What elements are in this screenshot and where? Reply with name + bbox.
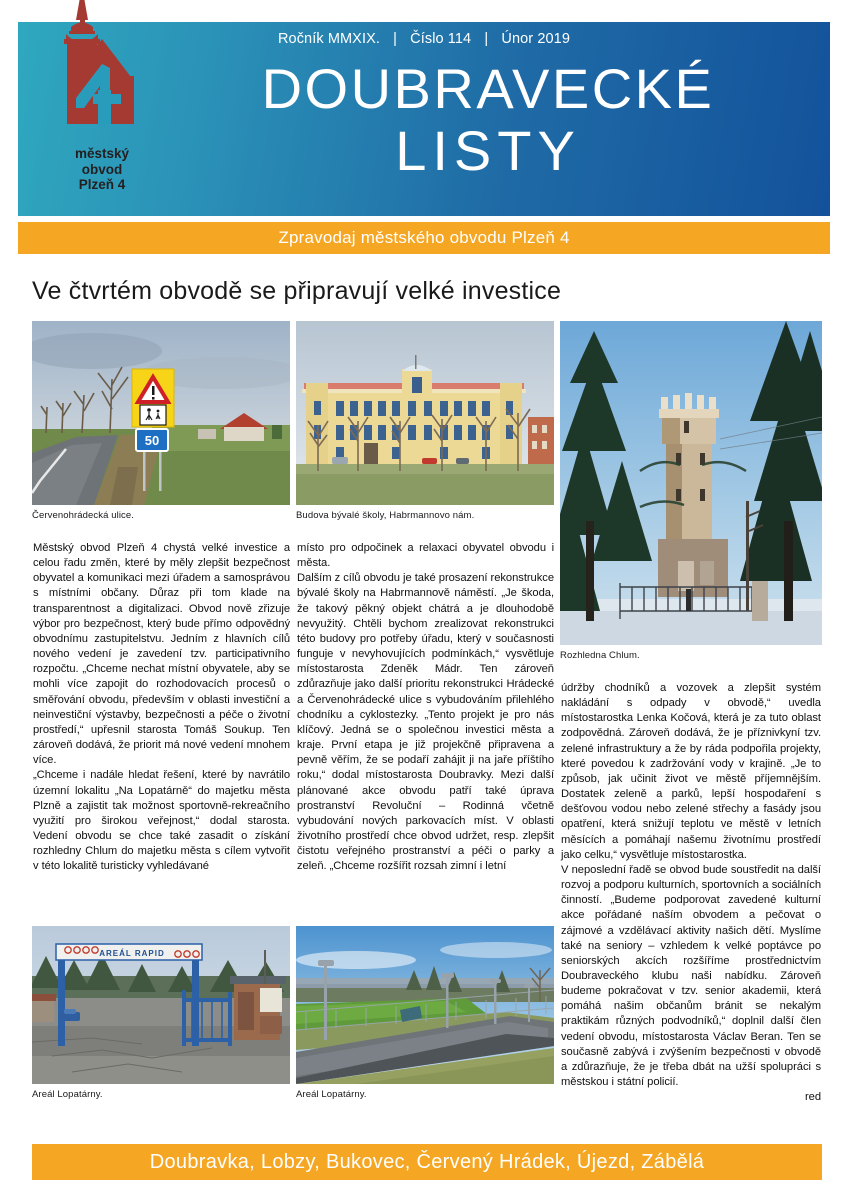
article-column-2 xyxy=(297,541,554,874)
article-paragraph: V neposlední řadě se obvod bude soustředit na další rozvoj a podporu kulturních, sportovních a sociálních činností. „Budeme podporovat zavedené kulturní akce pořádané naším obvodem a pečovat o zájmové a vzdělávací aktivity našich dětí. Myslíme také na seniory – vzhledem k velké poptávce po seniorských akcích rozšíříme prostřednictvím Doubraveckého klubu naši nabídku. Zároveň budeme pokračovat v tzv. senior akademii, která pomáhá našim občanům bránit se nekalým praktikám různých podvodníků,“ doplnil další člen vedení obvodu, místostarosta Václav Beran. Ten se současně zabývá i zvýšením bezpečnosti v obvodě a zdůrazňuje, že je třeba dbát na užší spolupráci s městskou i státní policií. xyxy=(561,863,821,1089)
article-column-1 xyxy=(33,541,290,874)
svg-text:50: 50 xyxy=(144,433,160,448)
logo-caption xyxy=(36,146,168,193)
photo-cervenohradecka-street xyxy=(32,321,290,505)
photo-lopatarna-gate xyxy=(32,926,290,1084)
issue-date-label: Únor 2019 xyxy=(501,31,571,47)
footer-bar xyxy=(32,1144,822,1180)
logo-caption-line-3: Plzeň 4 xyxy=(78,177,126,192)
subtitle-label: Zpravodaj městského obvodu Plzeň 4 xyxy=(278,228,570,247)
photo-caption: Areál Lopatárny. xyxy=(296,1089,367,1100)
photo-caption: Červenohrádecká ulice. xyxy=(32,510,135,521)
article-headline: Ve čtvrtém obvodě se připravují velké investice xyxy=(32,277,562,305)
photo-lopatarna-field xyxy=(296,926,554,1084)
photo-former-school-building xyxy=(296,321,554,505)
article-paragraph: „Chceme i nadále hledat řešení, které by navrátilo územní lokalitu „Na Lopatárně“ do majetku města Plzně a zajistit tak možnost sportovně-rekreačního využití pro širokou veřejnost,“ dodal starosta. Vedení obvodu se chce také zasadit o získání rozhledny Chlum do majetku města s cílem vytvořit v této lokalitě turisticky vyhledávané xyxy=(33,769,290,873)
photo-caption: Budova bývalé školy, Habrmannovo nám. xyxy=(296,510,475,521)
article-byline: red xyxy=(804,1091,821,1104)
publication-title xyxy=(168,58,808,182)
article-paragraph: Městský obvod Plzeň 4 chystá velké investice a celou řadu změn, které by měly zlepšit bezpečnost obyvatel a komunikaci mezi úřadem a samosprávou s místními občany. Důraz při tom klade na transparentnost a digitalizaci. Obvod nově zřizuje výbor pro bezpečnost, který bude přímo odpovědný obvodnímu zastupitelstvu. Jedním z hlavních cílů nového vedení je zavedení tzv. participativního rozpočtu. „Chceme nechat místní obyvatele, aby se mohli více zapojit do rozhodovacích procesů o směřování obvodu, především v oblasti investiční a neinvestiční výstavby, bezpečnosti a péče o životní prostředí,“ upřesnil starosta Tomáš Soukup. Ten zároveň dodává, že priorit má nové vedení mnohem více. xyxy=(33,542,290,767)
publication-title-line-2: LISTY xyxy=(395,119,581,182)
article-paragraph: údržby chodníků a vozovek a zlepšit systém nakládání s odpady v obvodě,“ uvedla místostarostka Lenka Kočová, která je za tuto oblast zodpovědná. Zároveň dodává, že je příznivkyní tzv. zelené infrastruktury a že by ráda podpořila projekty, které povedou k zadržování vody v krajině. „Je to způsob, jak učinit život ve městě příjemnějším. Dostatek zeleně a parků, lepší hospodaření s dešťovou vodou nebo zelené střechy a fasády jsou opatření, která snižují teplotu ve městě v letních měsících a pomáhají našemu životnímu prostředí jako celku,“ vysvětluje místostarostka. xyxy=(561,682,821,861)
article-paragraph: místo pro odpočinek a relaxaci obyvatel obvodu i města. xyxy=(297,542,554,570)
logo-caption-line-1: městský xyxy=(74,146,130,161)
article-column-3 xyxy=(561,681,821,1105)
photo-chlum-lookout-tower xyxy=(560,321,822,645)
footer-districts-label: Doubravka, Lobzy, Bukovec, Červený Hrádek, Újezd, Zábělá xyxy=(149,1150,705,1173)
separator-1: | xyxy=(393,31,397,47)
photo-caption: Rozhledna Chlum. xyxy=(560,650,640,661)
svg-text:AREÁL RAPID: AREÁL RAPID xyxy=(99,949,165,958)
district-logo xyxy=(36,0,168,204)
logo-caption-line-2: obvod xyxy=(81,161,123,177)
volume-label: Ročník MMXIX. xyxy=(277,31,380,47)
issue-number-label: Číslo 114 xyxy=(410,31,472,47)
subtitle-bar xyxy=(18,222,830,254)
separator-2: | xyxy=(484,31,489,47)
article-paragraph: Dalším z cílů obvodu je také prosazení rekonstrukce bývalé školy na Habrmannově náměstí. „Je škoda, že takový pěkný objekt chátrá a je dlouhodobě nevyužitý. Chtěli bychom zrealizovat rekonstrukci této budovy pro potřeby úřadu, který v současnosti funguje v nevyhovujících podmínkách,“ vysvětluje místostarosta Zdeněk Mádr. Ten zároveň zdůrazňuje jako další prioritu rekonstrukci Hrádecké a Červenohrádecké ulice s vybudováním přilehlého chodníku a cyklostezky. „Tento projekt je pro nás klíčový. Jedná se o společnou investici města a kraje. První etapa je již projekčně připravena a pevně věřím, že se podaří zahájit ji na jaře příštího roku,“ dodal místostarosta Doubravky. Mezi další plánované akce obvodu patří také úprava prostranství Revoluční – Rodinná včetně vybudování nových parkovacích míst. V oblasti životního prostředí chce obvod udržet, resp. zlepšit čistotu veřejného prostranství a péči o parky a zeleň. „Chceme rozšířit rozsah zimní i letní xyxy=(297,572,554,873)
publication-title-line-1: DOUBRAVECKÉ xyxy=(261,57,715,120)
photo-caption: Areál Lopatárny. xyxy=(32,1089,103,1100)
coat-of-arms-tower-icon xyxy=(36,0,168,156)
